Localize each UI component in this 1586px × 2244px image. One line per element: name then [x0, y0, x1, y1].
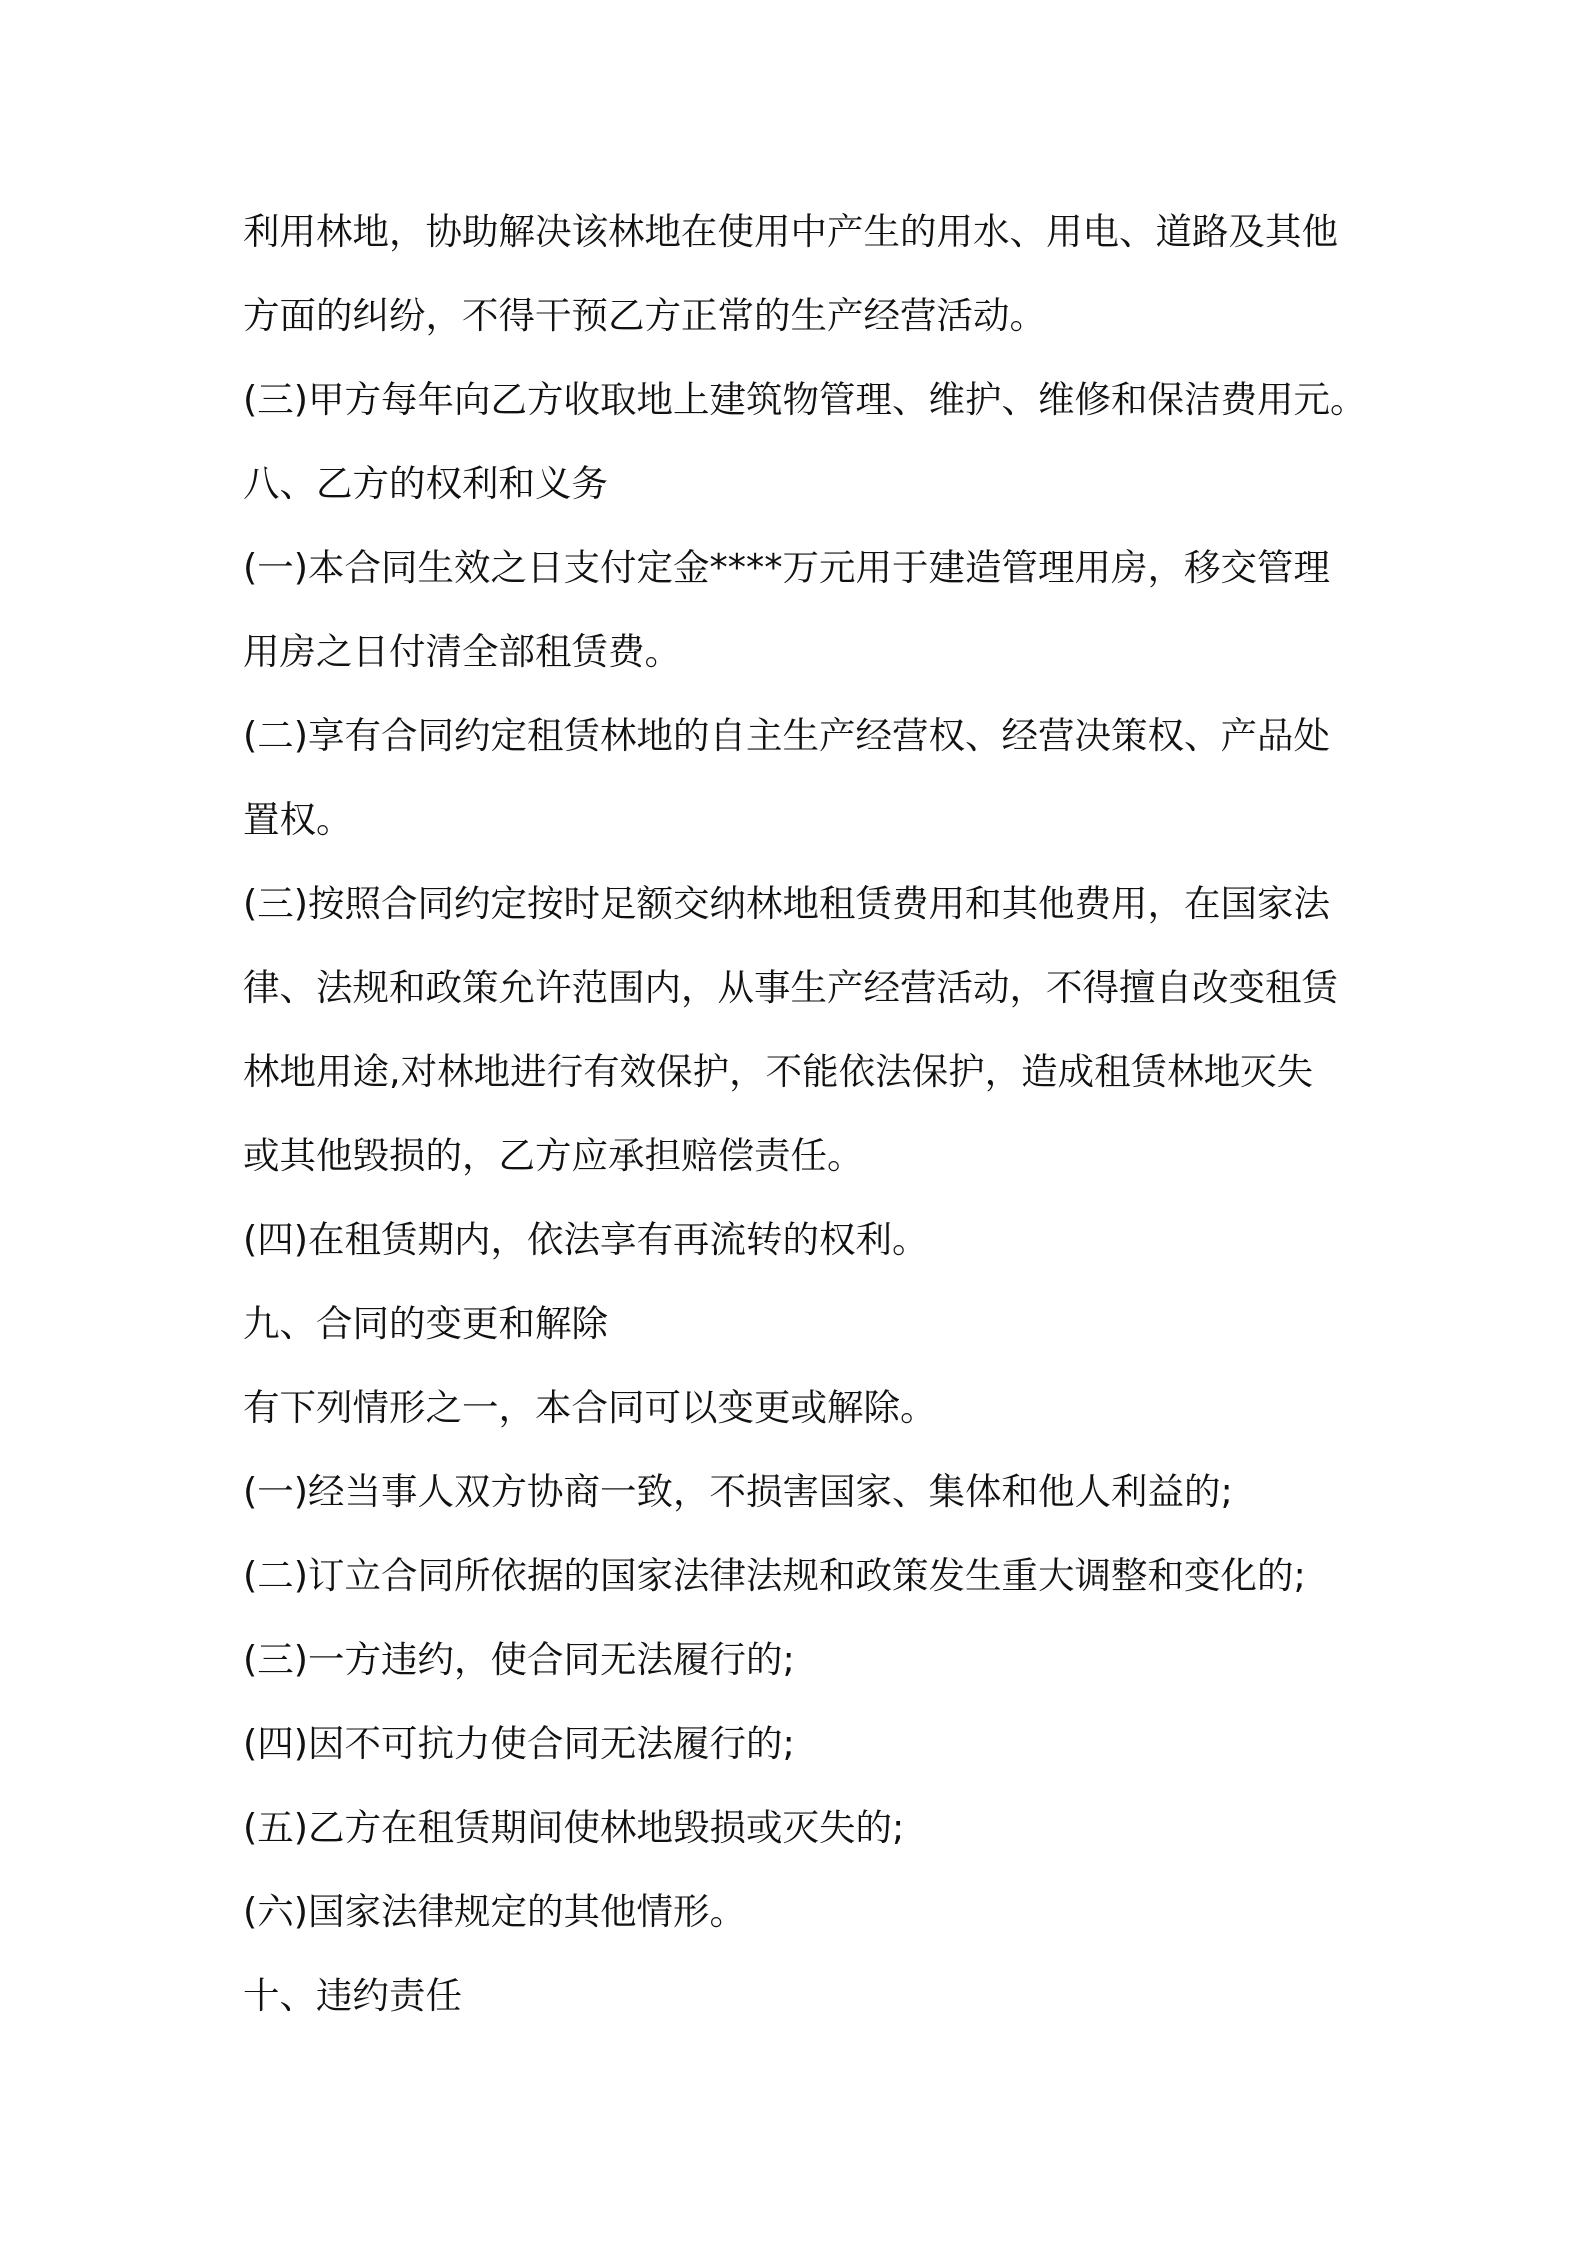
document-body — [243, 190, 1367, 2038]
text-line: 律、法规和政策允许范围内，从事生产经营活动，不得擅自改变租赁 — [243, 966, 1338, 1009]
text-line: 利用林地，协助解决该林地在使用中产生的用水、用电、道路及其他 — [243, 210, 1338, 253]
clause-item: (三)甲方每年向乙方收取地上建筑物管理、维护、维修和保洁费用元。 — [243, 378, 1367, 421]
clause-item: (六)国家法律规定的其他情形。 — [243, 1890, 746, 1933]
clause-item: (五)乙方在租赁期间使林地毁损或灭失的; — [243, 1806, 905, 1849]
clause-item: (四)在租赁期内，依法享有再流转的权利。 — [243, 1218, 929, 1261]
section-heading: 十、违约责任 — [243, 1974, 462, 2017]
text-line: 方面的纠纷，不得干预乙方正常的生产经营活动。 — [243, 294, 1046, 337]
clause-item: (一)经当事人双方协商一致，不损害国家、集体和他人利益的; — [243, 1470, 1233, 1513]
clause-item: (一)本合同生效之日支付定金****万元用于建造管理用房，移交管理 — [243, 546, 1330, 589]
clause-item: (三)一方违约，使合同无法履行的; — [243, 1638, 795, 1681]
clause-item: (三)按照合同约定按时足额交纳林地租赁费用和其他费用，在国家法 — [243, 882, 1330, 925]
text-line: 置权。 — [243, 798, 353, 841]
text-line: 林地用途,对林地进行有效保护，不能依法保护，造成租赁林地灭失 — [243, 1050, 1314, 1093]
text-line: 用房之日付清全部租赁费。 — [243, 630, 681, 673]
clause-item: (四)因不可抗力使合同无法履行的; — [243, 1722, 795, 1765]
text-line: 或其他毁损的，乙方应承担赔偿责任。 — [243, 1134, 864, 1177]
clause-item: (二)享有合同约定租赁林地的自主生产经营权、经营决策权、产品处 — [243, 714, 1330, 757]
section-heading: 九、合同的变更和解除 — [243, 1302, 608, 1345]
clause-item: (二)订立合同所依据的国家法律法规和政策发生重大调整和变化的; — [243, 1554, 1306, 1597]
text-line: 有下列情形之一，本合同可以变更或解除。 — [243, 1386, 937, 1429]
section-heading: 八、乙方的权利和义务 — [243, 462, 608, 505]
